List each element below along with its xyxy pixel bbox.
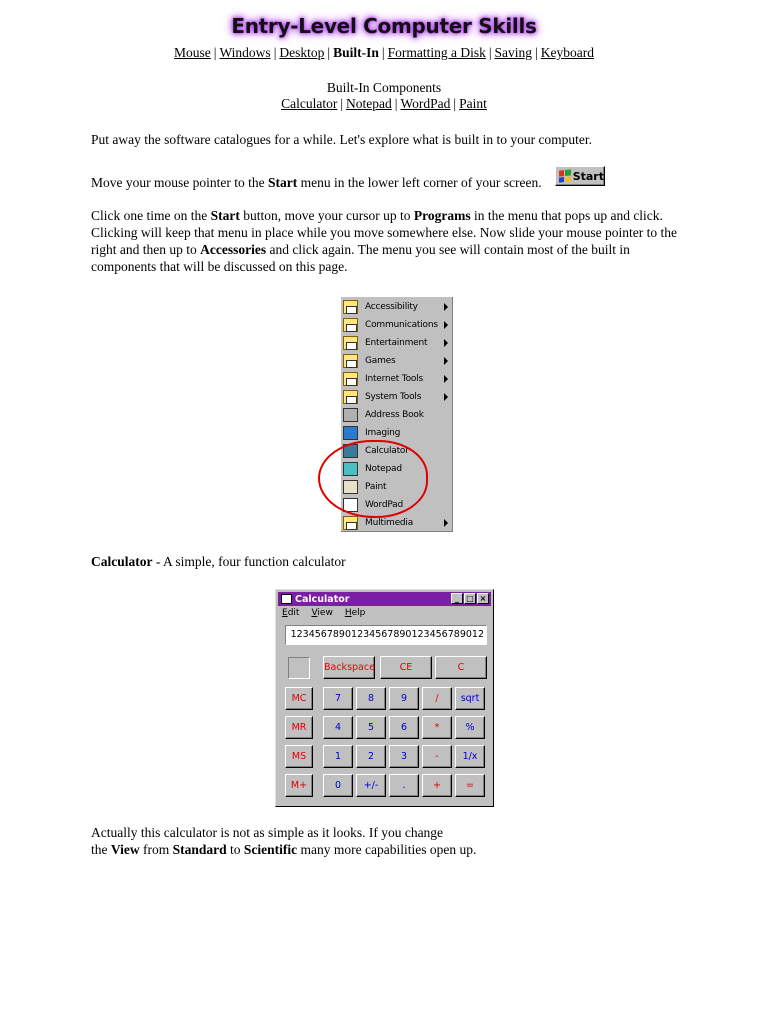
window-buttons <box>450 593 489 604</box>
folder-icon <box>343 336 358 350</box>
folder-icon <box>343 318 358 332</box>
calc-key-minus: - <box>422 745 452 768</box>
ce-button: CE <box>380 656 432 679</box>
calc-key-2: 2 <box>356 745 386 768</box>
sub-nav-link-wordpad[interactable]: WordPad <box>400 96 451 111</box>
bold-text: Start <box>267 175 298 190</box>
imaging-icon <box>343 426 358 440</box>
sub-nav-link-notepad[interactable]: Notepad <box>346 96 392 111</box>
menu-edit: Edit <box>282 608 300 618</box>
memory-indicator <box>288 657 310 679</box>
nav-link-mouse[interactable]: Mouse <box>174 45 211 60</box>
menu-item-address-book <box>341 406 453 424</box>
menu-item-label: Accessibility <box>365 302 418 312</box>
menu-item-label: Calculator <box>365 446 409 456</box>
instructions-paragraph <box>91 207 681 275</box>
calc-key-5: 5 <box>356 716 386 739</box>
submenu-arrow-icon <box>444 303 448 311</box>
menu-item-label: Communications <box>365 320 438 330</box>
folder-icon <box>343 372 358 386</box>
menu-item-entertainment <box>341 334 453 352</box>
title-wrap <box>0 14 768 38</box>
calc-key-1: 1 <box>323 745 353 768</box>
calc-key-equals: = <box>455 774 485 797</box>
text: from <box>139 842 173 857</box>
nav-current-built-in: Built-In <box>333 45 379 60</box>
bold-text: Standard <box>172 842 227 857</box>
menu-item-communications <box>341 316 453 334</box>
nav-separator: | <box>327 45 331 60</box>
calculator-title: Calculator <box>295 593 350 605</box>
c-button: C <box>435 656 487 679</box>
nav-separator: | <box>394 96 398 111</box>
calc-key-7: 7 <box>323 687 353 710</box>
text: - A simple, four function calculator <box>152 554 346 569</box>
calculator-window-image <box>275 589 494 807</box>
bold-text: Programs <box>413 208 471 223</box>
text: Actually this calculator is not as simple as it looks. If you change <box>91 825 444 840</box>
calculator-titlebar <box>278 592 491 606</box>
text: the <box>91 842 111 857</box>
calc-key-reciprocal: 1/x <box>455 745 485 768</box>
menu-item-label: Imaging <box>365 428 401 438</box>
text: in the menu that pops up and click. Clicking will keep that menu in place while you move somewhere else. Now slide your mouse pointer to the right and then up to <box>91 208 677 257</box>
calculator-icon <box>343 444 358 458</box>
text: Click one time on the <box>91 208 211 223</box>
calc-key-0: 0 <box>323 774 353 797</box>
nav-separator: | <box>453 96 457 111</box>
intro-paragraph: Put away the software catalogues for a while. Let's explore what is built in to your computer. <box>91 132 593 147</box>
calc-key-decimal: . <box>389 774 419 797</box>
text: to <box>226 842 244 857</box>
menu-item-games <box>341 352 453 370</box>
bold-text: Calculator <box>91 554 153 569</box>
folder-icon <box>343 516 358 530</box>
text: button, move your cursor up to <box>239 208 414 223</box>
notepad-icon <box>343 462 358 476</box>
nav-separator: | <box>381 45 385 60</box>
wordpad-icon <box>343 498 358 512</box>
menu-help: Help <box>344 608 366 618</box>
text: Move your mouse pointer to the <box>91 175 268 190</box>
menu-item-label: Games <box>365 356 396 366</box>
sub-nav-link-calculator[interactable]: Calculator <box>281 96 338 111</box>
menu-view: View <box>311 608 333 618</box>
calculator-display: 12345678901234567890123456789012 <box>285 625 487 645</box>
minimize-icon: _ <box>451 593 463 604</box>
nav-link-saving[interactable]: Saving <box>494 45 533 60</box>
menu-item-paint <box>341 478 453 496</box>
sub-heading: Built-In Components <box>326 80 442 95</box>
submenu-arrow-icon <box>444 321 448 329</box>
start-button-label: Start <box>572 169 604 183</box>
calc-key-ms: MS <box>285 745 313 768</box>
calc-key-mc: MC <box>285 687 313 710</box>
accessories-menu-image <box>341 297 453 532</box>
menu-item-label: Paint <box>365 482 387 492</box>
calc-key-divide: / <box>422 687 452 710</box>
start-button-image <box>555 166 605 186</box>
nav-separator: | <box>340 96 344 111</box>
nav-separator: | <box>488 45 492 60</box>
menu-item-wordpad <box>341 496 453 514</box>
paint-icon <box>343 480 358 494</box>
calc-key-6: 6 <box>389 716 419 739</box>
menu-item-label: Notepad <box>365 464 402 474</box>
menu-item-internet-tools <box>341 370 453 388</box>
folder-icon <box>343 354 358 368</box>
submenu-arrow-icon <box>444 375 448 383</box>
calc-key-8: 8 <box>356 687 386 710</box>
bold-text: View <box>110 842 140 857</box>
calc-key-sqrt: sqrt <box>455 687 485 710</box>
menu-item-accessibility <box>341 298 453 316</box>
menu-item-label: WordPad <box>365 500 403 510</box>
calc-key-plus: + <box>422 774 452 797</box>
nav-separator: | <box>213 45 217 60</box>
folder-icon <box>343 390 358 404</box>
menu-item-label: Internet Tools <box>365 374 423 384</box>
calculator-icon <box>281 594 292 604</box>
bold-text: Accessories <box>200 242 267 257</box>
nav-separator: | <box>535 45 538 60</box>
page-title: Entry-Level Computer Skills <box>231 14 537 38</box>
windows-flag-icon <box>559 169 571 182</box>
nav-link-keyboard[interactable]: Keyboard <box>540 45 594 60</box>
menu-item-notepad <box>341 460 453 478</box>
submenu-arrow-icon <box>444 519 448 527</box>
menu-item-system-tools <box>341 388 453 406</box>
text: many more capabilities open up. <box>297 842 477 857</box>
calc-key-multiply: * <box>422 716 452 739</box>
calc-key-mr: MR <box>285 716 313 739</box>
calc-key-plus-minus: +/- <box>356 774 386 797</box>
menu-item-label: System Tools <box>365 392 422 402</box>
text: menu in the lower left corner of your screen. <box>297 175 542 190</box>
calc-key-9: 9 <box>389 687 419 710</box>
nav-link-formatting-a-disk[interactable]: Formatting a Disk <box>387 45 486 60</box>
calc-key-m-plus: M+ <box>285 774 313 797</box>
menu-item-label: Entertainment <box>365 338 428 348</box>
menu-item-calculator <box>341 442 453 460</box>
top-nav <box>0 45 768 61</box>
submenu-arrow-icon <box>444 339 448 347</box>
menu-item-label: Multimedia <box>365 518 414 528</box>
nav-separator: | <box>273 45 277 60</box>
submenu-arrow-icon <box>444 393 448 401</box>
submenu-arrow-icon <box>444 357 448 365</box>
calc-key-4: 4 <box>323 716 353 739</box>
closing-paragraph <box>91 824 681 858</box>
text: and click again. The menu you see will contain most of the built in components that will be discussed on this page. <box>91 242 630 274</box>
calculator-menubar <box>282 608 365 618</box>
calc-key-3: 3 <box>389 745 419 768</box>
menu-item-imaging <box>341 424 453 442</box>
menu-item-label: Address Book <box>365 410 424 420</box>
backspace-button: Backspace <box>323 656 375 679</box>
address-book-icon <box>343 408 358 422</box>
maximize-icon: □ <box>464 593 476 604</box>
folder-icon <box>343 300 358 314</box>
sub-nav <box>0 96 768 112</box>
close-icon: × <box>477 593 489 604</box>
sub-nav-link-paint[interactable]: Paint <box>459 96 487 111</box>
menu-item-multimedia <box>341 514 453 532</box>
nav-link-windows[interactable]: Windows <box>219 45 271 60</box>
bold-text: Start <box>210 208 240 223</box>
calc-key-percent: % <box>455 716 485 739</box>
nav-link-desktop[interactable]: Desktop <box>279 45 325 60</box>
bold-text: Scientific <box>243 842 298 857</box>
calculator-paragraph <box>91 553 681 570</box>
